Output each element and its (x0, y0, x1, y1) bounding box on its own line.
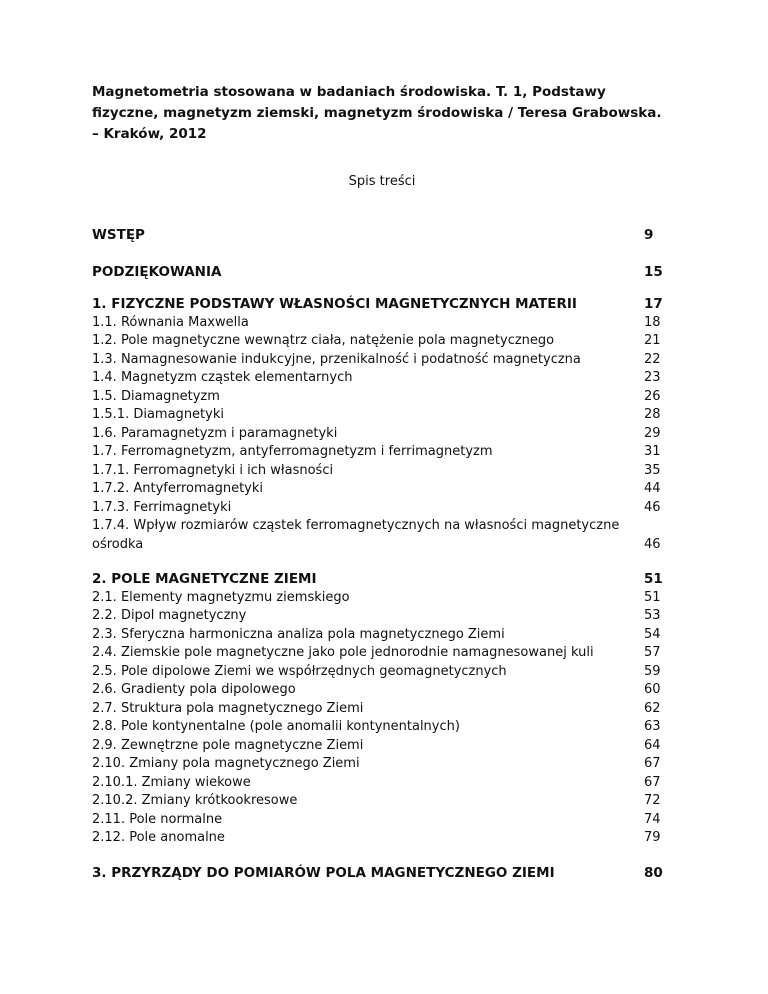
toc-entry (92, 480, 672, 499)
toc-chapter-1 (92, 295, 672, 314)
toc-entry-title: PODZIĘKOWANIA (92, 263, 222, 280)
toc-entry (92, 517, 672, 554)
section-gap (92, 554, 672, 568)
toc-entry-title: 1.4. Magnetyzm cząstek elementarnych (92, 370, 353, 385)
toc-entry (92, 425, 672, 444)
document-heading: Magnetometria stosowana w badaniach środowiska. T. 1, Podstawy fizyczne, magnetyzm ziemski, magnetyzm środowiska / Teresa Grabowska. – Kraków, 2012 (92, 84, 662, 142)
toc-entry (92, 737, 672, 756)
toc-entry-title: 2. POLE MAGNETYCZNE ZIEMI (92, 571, 317, 587)
toc-entry-title: 2.10. Zmiany pola magnetycznego Ziemi (92, 756, 360, 771)
toc-entry (92, 792, 672, 811)
toc-entry-title: 2.12. Pole anomalne (92, 830, 225, 845)
toc-chapter-3 (92, 864, 672, 883)
toc-entry-title: 2.8. Pole kontynentalne (pole anomalii kontynentalnych) (92, 719, 460, 734)
toc-entry (92, 388, 672, 407)
toc-entry-title: 2.4. Ziemskie pole magnetyczne jako pole jednorodnie namagnesowanej kuli (92, 645, 594, 660)
toc-entry (92, 681, 672, 700)
toc-entry-page: 35 (644, 462, 661, 478)
toc-entry-page: 44 (644, 481, 661, 496)
toc-entry-page: 15 (644, 263, 663, 280)
toc-entry-page: 18 (644, 314, 661, 330)
toc-entry (92, 351, 672, 370)
toc-entry-page: 80 (644, 864, 663, 881)
toc-entry-page: 64 (644, 737, 661, 753)
toc-entry-page: 74 (644, 811, 661, 827)
toc-chapter-2 (92, 570, 672, 589)
toc-entry (92, 644, 672, 663)
toc-entry-page: 17 (644, 296, 663, 312)
toc-entry (92, 718, 672, 737)
toc-entry-title: 1.7.1. Ferromagnetyki i ich własności (92, 462, 334, 478)
toc-entry (92, 607, 672, 626)
toc-entry-page: 26 (644, 388, 661, 404)
toc-entry-podziekowania (92, 259, 672, 282)
toc-entry-page: 51 (644, 589, 661, 605)
toc-entry-title: 3. PRZYRZĄDY DO POMIARÓW POLA MAGNETYCZNEGO ZIEMI (92, 864, 555, 881)
toc-entry-page: 62 (644, 700, 661, 716)
toc-entry (92, 314, 672, 333)
toc-entry-page: 21 (644, 333, 661, 348)
toc-entry-title: 1.5.1. Diamagnetyki (92, 407, 224, 422)
toc-entry-title: 1. FIZYCZNE PODSTAWY WŁASNOŚCI MAGNETYCZNYCH MATERII (92, 296, 577, 312)
toc-entry-title: 2.5. Pole dipolowe Ziemi we współrzędnych geomagnetycznych (92, 663, 507, 679)
toc-entry-page: 31 (644, 444, 661, 459)
toc-entry-page: 54 (644, 626, 661, 642)
toc-entry-title: 1.7.3. Ferrimagnetyki (92, 499, 232, 515)
toc-entry-title: WSTĘP (92, 227, 145, 243)
toc-entry-page: 60 (644, 682, 661, 697)
toc-entry (92, 811, 672, 830)
toc-entry (92, 774, 672, 793)
toc-entry-title: 2.2. Dipol magnetyczny (92, 608, 247, 623)
toc-entry-page: 22 (644, 351, 661, 367)
toc-entry (92, 462, 672, 481)
toc-entry-page: 67 (644, 756, 661, 771)
section-gap (92, 848, 672, 862)
toc-entry-title: 2.10.1. Zmiany wiekowe (92, 774, 251, 790)
toc-entry-page: 53 (644, 608, 661, 623)
toc-entry-page: 9 (644, 227, 654, 243)
toc-entry-title: 2.7. Struktura pola magnetycznego Ziemi (92, 700, 364, 716)
toc-entry-page: 29 (644, 425, 661, 441)
toc-entry-wstep (92, 222, 672, 245)
table-of-contents (92, 222, 672, 882)
toc-entry-title: 2.3. Sferyczna harmoniczna analiza pola magnetycznego Ziemi (92, 626, 505, 642)
toc-entry (92, 755, 672, 774)
toc-entry-page: 79 (644, 830, 661, 845)
toc-entry (92, 332, 672, 351)
toc-entry-page: 46 (644, 499, 661, 515)
toc-entry-title: 2.1. Elementy magnetyzmu ziemskiego (92, 589, 350, 605)
toc-title: Spis treści (348, 174, 416, 189)
toc-entry-title: 1.5. Diamagnetyzm (92, 388, 220, 404)
toc-entry-page: 28 (644, 407, 661, 422)
toc-entry (92, 700, 672, 719)
toc-entry-page: 67 (644, 774, 661, 790)
toc-entry (92, 589, 672, 608)
toc-entry (92, 829, 672, 848)
toc-entry (92, 406, 672, 425)
toc-entry-page: 72 (644, 793, 661, 808)
toc-entry (92, 369, 672, 388)
toc-entry-page: 46 (644, 536, 661, 552)
toc-entry-title: 1.7.2. Antyferromagnetyki (92, 481, 264, 496)
toc-entry-page: 23 (644, 370, 661, 385)
toc-entry-title: 1.7.4. Wpływ rozmiarów cząstek ferromagnetycznych na własności magnetyczne ośrodka (92, 518, 620, 552)
toc-entry-title: 1.1. Równania Maxwella (92, 314, 249, 330)
toc-entry-title: 2.10.2. Zmiany krótkookresowe (92, 793, 298, 808)
toc-entry-title: 1.3. Namagnesowanie indukcyjne, przenikalność i podatność magnetyczna (92, 351, 581, 367)
toc-entry-title: 2.6. Gradienty pola dipolowego (92, 682, 296, 697)
toc-entry-page: 57 (644, 645, 661, 660)
toc-entry-title: 1.2. Pole magnetyczne wewnątrz ciała, natężenie pola magnetycznego (92, 333, 555, 348)
toc-entry (92, 499, 672, 518)
toc-entry-title: 1.7. Ferromagnetyzm, antyferromagnetyzm i ferrimagnetyzm (92, 444, 493, 459)
toc-entry-page: 63 (644, 719, 661, 734)
toc-entry-title: 1.6. Paramagnetyzm i paramagnetyki (92, 425, 338, 441)
toc-entry-page: 59 (644, 663, 661, 679)
toc-entry-page: 51 (644, 571, 663, 587)
toc-entry (92, 626, 672, 645)
toc-entry-title: 2.9. Zewnętrzne pole magnetyczne Ziemi (92, 737, 364, 753)
toc-entry-title: 2.11. Pole normalne (92, 811, 223, 827)
toc-entry (92, 443, 672, 462)
toc-entry (92, 663, 672, 682)
